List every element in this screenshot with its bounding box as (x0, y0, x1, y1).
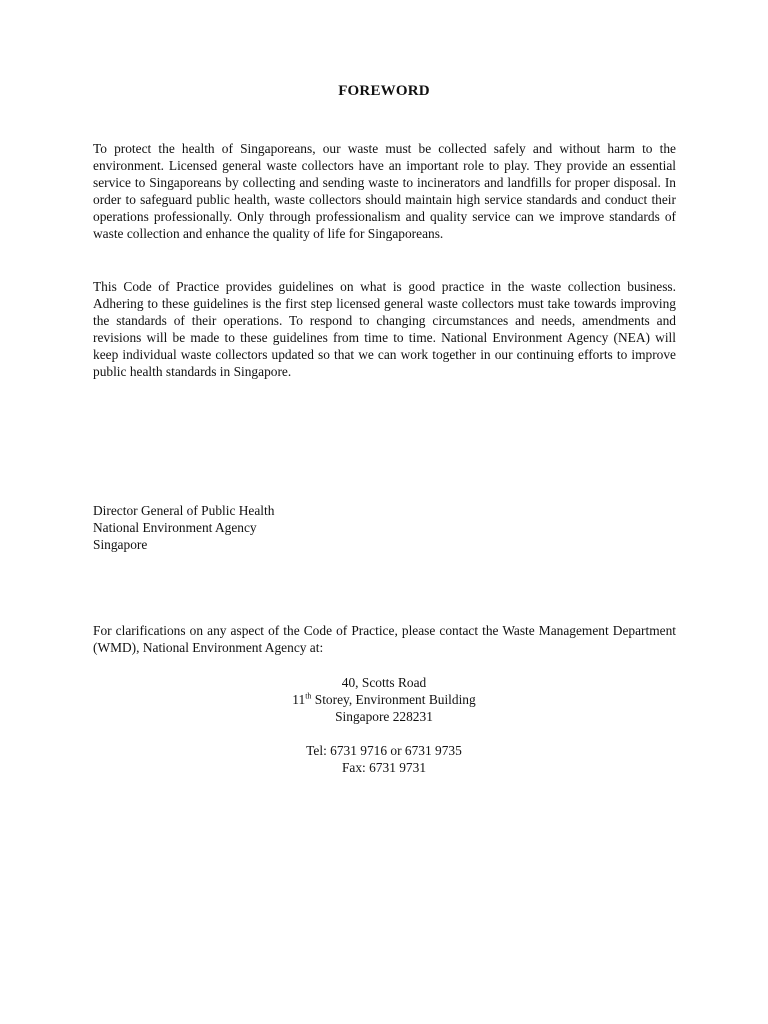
address-spacer (0, 725, 768, 742)
address-postal: Singapore 228231 (335, 709, 433, 724)
signature-country: Singapore (93, 537, 148, 552)
contact-address-block (0, 674, 768, 776)
signature-block (93, 502, 274, 553)
contact-fax: Fax: 6731 9731 (341, 760, 427, 775)
foreword-paragraph-1: To protect the health of Singaporeans, our waste must be collected safely and without harm to the environment. Licensed general waste collectors have an important role to play. They provide an essential service to Singaporeans by collecting and sending waste to incinerators and landfills for proper disposal. In order to safeguard public health, waste collectors should maintain high service standards and conduct their operations professionally. Only through professionalism and quality service can we improve standards of waste collection and enhance the quality of life for Singaporeans. (93, 141, 676, 241)
signature-agency: National Environment Agency (93, 520, 257, 535)
storey-building: Storey, Environment Building (311, 692, 476, 707)
page-title: FOREWORD (338, 83, 430, 99)
address-storey (0, 691, 768, 708)
storey-number: 11 (292, 692, 306, 707)
foreword-paragraph-2: This Code of Practice provides guidelines on what is good practice in the waste collection business. Adhering to these guidelines is the first step licensed general waste collectors must take towards improving the standards of their operations. To respond to changing circumstances and needs, amendments and revisions will be made to these guidelines from time to time. National Environment Agency (NEA) will keep individual waste collectors updated so that we can work together in our continuing efforts to improve public health standards in Singapore. (93, 279, 676, 379)
storey-suffix: th (305, 691, 312, 701)
clarification-paragraph: For clarifications on any aspect of the Code of Practice, please contact the Waste Management Department (WMD), National Environment Agency at: (93, 623, 676, 655)
signature-title: Director General of Public Health (93, 503, 275, 518)
contact-tel: Tel: 6731 9716 or 6731 9735 (306, 743, 462, 758)
address-street: 40, Scotts Road (341, 675, 427, 690)
